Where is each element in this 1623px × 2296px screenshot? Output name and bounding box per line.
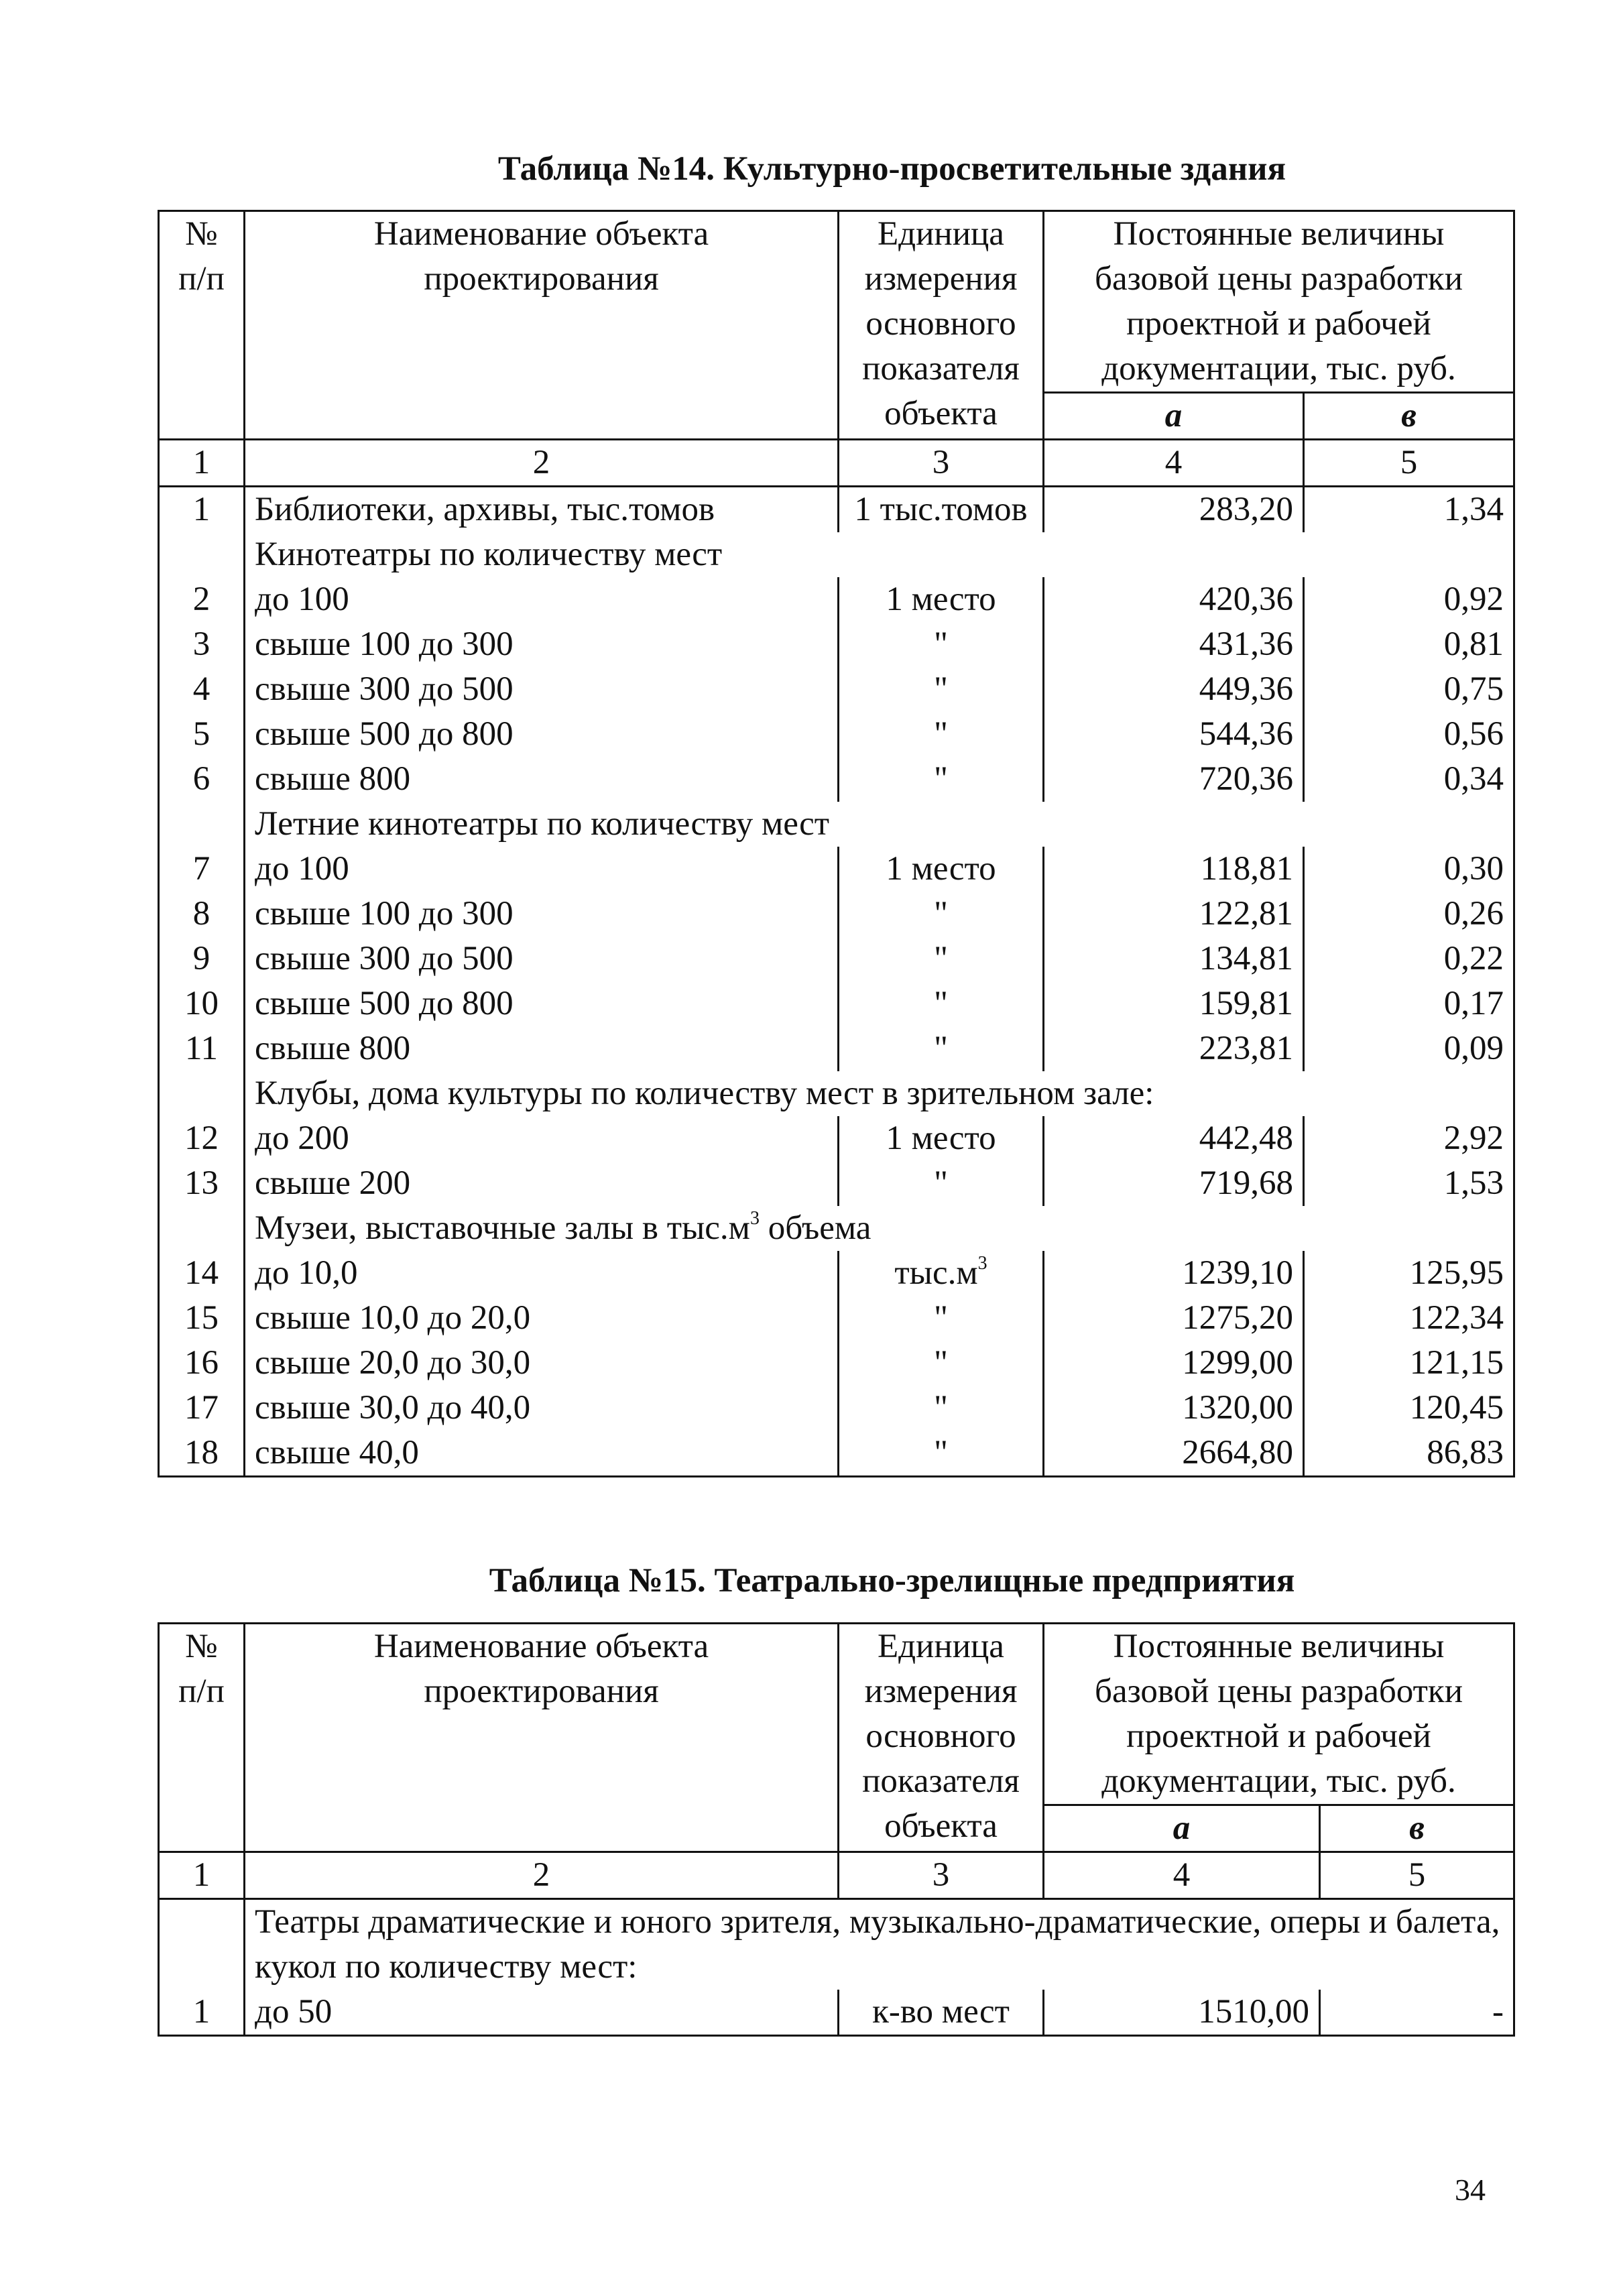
row-value-a: 449,36 <box>1044 667 1304 712</box>
table-row <box>159 1161 1514 1206</box>
header-b: в <box>1304 393 1514 440</box>
row-name: до 10,0 <box>245 1251 839 1296</box>
col-number: 2 <box>245 1852 839 1899</box>
row-value-b: 86,83 <box>1304 1431 1514 1477</box>
table-row <box>159 1296 1514 1341</box>
row-unit: 1 тыс.томов <box>839 487 1044 533</box>
group-text: Театры драматические и юного зрителя, музыкально-драматические, оперы и балета, кукол по количеству мест: <box>255 1903 1500 1986</box>
row-unit: " <box>839 1026 1044 1071</box>
group-label: Кинотеатры по количеству мест <box>245 532 1514 577</box>
row-name: свыше 100 до 300 <box>245 622 839 667</box>
row-value-b: 1,53 <box>1304 1161 1514 1206</box>
row-name: свыше 10,0 до 20,0 <box>245 1296 839 1341</box>
header-name: Наименование объекта проектирования <box>245 211 839 440</box>
row-value-a: 420,36 <box>1044 577 1304 622</box>
table-row <box>159 1026 1514 1071</box>
row-value-b: 120,45 <box>1304 1386 1514 1431</box>
row-value-b: 0,75 <box>1304 667 1514 712</box>
page-number: 34 <box>1455 2173 1486 2207</box>
row-value-a: 1510,00 <box>1044 1990 1320 2036</box>
row-number: 12 <box>159 1116 245 1161</box>
header-const: Постоянные величины базовой цены разработки проектной и рабочей документации, тыс. руб. <box>1044 211 1514 393</box>
row-number: 13 <box>159 1161 245 1206</box>
col-number: 1 <box>159 1852 245 1899</box>
row-name: свыше 30,0 до 40,0 <box>245 1386 839 1431</box>
row-unit: " <box>839 936 1044 981</box>
table-row <box>159 1341 1514 1386</box>
group-row <box>159 1206 1514 1251</box>
table-row <box>159 487 1514 533</box>
row-unit: $тыс.м^3$ <box>839 1251 1044 1296</box>
col-number: 5 <box>1304 440 1514 487</box>
group-row <box>159 1071 1514 1116</box>
table-row <box>159 847 1514 892</box>
table-15-body <box>159 1990 1514 2036</box>
row-value-a: 118,81 <box>1044 847 1304 892</box>
row-value-b: 0,22 <box>1304 936 1514 981</box>
row-name: свыше 20,0 до 30,0 <box>245 1341 839 1386</box>
row-name: до 200 <box>245 1116 839 1161</box>
row-value-a: 1299,00 <box>1044 1341 1304 1386</box>
header-num: № п/п <box>159 1624 245 1852</box>
row-unit: 1 место <box>839 577 1044 622</box>
header-b: в <box>1320 1805 1514 1852</box>
row-name: до 100 <box>245 847 839 892</box>
row-name: свыше 40,0 <box>245 1431 839 1477</box>
row-value-a: 2664,80 <box>1044 1431 1304 1477</box>
column-numbers-row <box>159 440 1514 487</box>
row-name: свыше 100 до 300 <box>245 892 839 936</box>
row-name: свыше 500 до 800 <box>245 981 839 1026</box>
group-label: Клубы, дома культуры по количеству мест в зрительном зале: <box>245 1071 1514 1116</box>
column-numbers-row <box>159 1852 1514 1899</box>
row-unit: " <box>839 1161 1044 1206</box>
row-value-b: 0,92 <box>1304 577 1514 622</box>
row-value-b: 0,56 <box>1304 712 1514 757</box>
row-value-b: - <box>1320 1990 1514 2036</box>
header-name: Наименование объекта проектирования <box>245 1624 839 1852</box>
row-name: свыше 500 до 800 <box>245 712 839 757</box>
row-number: 5 <box>159 712 245 757</box>
row-unit: " <box>839 1386 1044 1431</box>
header-a: а <box>1044 393 1304 440</box>
header-unit: Единица измерения основного показателя объекта <box>839 1624 1044 1852</box>
row-unit: " <box>839 712 1044 757</box>
table-row <box>159 892 1514 936</box>
row-value-a: 134,81 <box>1044 936 1304 981</box>
row-value-b: 0,30 <box>1304 847 1514 892</box>
row-unit: к-во мест <box>839 1990 1044 2036</box>
table-row <box>159 981 1514 1026</box>
row-unit: " <box>839 757 1044 802</box>
table-15-title: Таблица №15. Театрально-зрелищные предприятия <box>489 1562 1295 1599</box>
row-number: 17 <box>159 1386 245 1431</box>
row-value-b: 122,34 <box>1304 1296 1514 1341</box>
row-name: свыше 800 <box>245 1026 839 1071</box>
group-label: Музеи, выставочные залы в $тыс.м^3$ объема <box>245 1206 1514 1251</box>
row-number: 1 <box>159 487 245 533</box>
table-row <box>159 577 1514 622</box>
col-number: 1 <box>159 440 245 487</box>
row-value-b: 125,95 <box>1304 1251 1514 1296</box>
col-number: 3 <box>839 440 1044 487</box>
row-value-a: 720,36 <box>1044 757 1304 802</box>
row-value-b: 0,34 <box>1304 757 1514 802</box>
table-row <box>159 1990 1514 2036</box>
table-row <box>159 1251 1514 1296</box>
row-unit: " <box>839 892 1044 936</box>
table-14-body <box>159 487 1514 1477</box>
row-value-a: 223,81 <box>1044 1026 1304 1071</box>
row-value-a: 1239,10 <box>1044 1251 1304 1296</box>
row-value-b: 0,09 <box>1304 1026 1514 1071</box>
row-unit: " <box>839 1341 1044 1386</box>
col-number: 3 <box>839 1852 1044 1899</box>
row-value-b: 2,92 <box>1304 1116 1514 1161</box>
header-a: а <box>1044 1805 1320 1852</box>
row-number: 7 <box>159 847 245 892</box>
row-name: свыше 200 <box>245 1161 839 1206</box>
col-number: 5 <box>1320 1852 1514 1899</box>
row-value-a: 159,81 <box>1044 981 1304 1026</box>
row-number: 10 <box>159 981 245 1026</box>
row-number: 18 <box>159 1431 245 1477</box>
table-15 <box>158 1622 1515 2037</box>
row-name: Библиотеки, архивы, тыс.томов <box>245 487 839 533</box>
row-number: 4 <box>159 667 245 712</box>
row-value-b: 0,17 <box>1304 981 1514 1026</box>
col-number: 4 <box>1044 1852 1320 1899</box>
row-name: свыше 800 <box>245 757 839 802</box>
group-label: Летние кинотеатры по количеству мест <box>245 802 1514 847</box>
table-row <box>159 936 1514 981</box>
row-value-a: 442,48 <box>1044 1116 1304 1161</box>
row-number: 9 <box>159 936 245 981</box>
table-row <box>159 1116 1514 1161</box>
row-value-b: 1,34 <box>1304 487 1514 533</box>
row-unit: " <box>839 1296 1044 1341</box>
table-row <box>159 1386 1514 1431</box>
header-num: № п/п <box>159 211 245 440</box>
row-number: 14 <box>159 1251 245 1296</box>
row-number: 16 <box>159 1341 245 1386</box>
row-number: 15 <box>159 1296 245 1341</box>
group-row <box>159 802 1514 847</box>
row-number: 1 <box>159 1990 245 2036</box>
table-14-title: Таблица №14. Культурно-просветительные здания <box>497 150 1286 188</box>
row-value-a: 1275,20 <box>1044 1296 1304 1341</box>
row-number: 6 <box>159 757 245 802</box>
row-value-a: 544,36 <box>1044 712 1304 757</box>
row-value-a: 283,20 <box>1044 487 1304 533</box>
row-value-b: 0,81 <box>1304 622 1514 667</box>
table-14 <box>158 210 1515 1477</box>
row-unit: 1 место <box>839 1116 1044 1161</box>
row-value-a: 431,36 <box>1044 622 1304 667</box>
row-unit: 1 место <box>839 847 1044 892</box>
table-row <box>159 667 1514 712</box>
row-name: свыше 300 до 500 <box>245 936 839 981</box>
group-row <box>159 532 1514 577</box>
row-value-b: 121,15 <box>1304 1341 1514 1386</box>
table-row <box>159 622 1514 667</box>
row-value-a: 719,68 <box>1044 1161 1304 1206</box>
row-number: 3 <box>159 622 245 667</box>
header-unit: Единица измерения основного показателя объекта <box>839 211 1044 440</box>
header-const: Постоянные величины базовой цены разработки проектной и рабочей документации, тыс. руб. <box>1044 1624 1514 1805</box>
row-number: 2 <box>159 577 245 622</box>
table-row <box>159 757 1514 802</box>
row-value-a: 122,81 <box>1044 892 1304 936</box>
row-unit: " <box>839 1431 1044 1477</box>
row-number: 11 <box>159 1026 245 1071</box>
row-value-b: 0,26 <box>1304 892 1514 936</box>
row-name: свыше 300 до 500 <box>245 667 839 712</box>
row-value-a: 1320,00 <box>1044 1386 1304 1431</box>
table-row <box>159 1431 1514 1477</box>
row-name: до 100 <box>245 577 839 622</box>
row-unit: " <box>839 981 1044 1026</box>
col-number: 2 <box>245 440 839 487</box>
row-number: 8 <box>159 892 245 936</box>
col-number: 4 <box>1044 440 1304 487</box>
row-name: до 50 <box>245 1990 839 2036</box>
row-unit: " <box>839 622 1044 667</box>
row-unit: " <box>839 667 1044 712</box>
group-label <box>245 1899 1514 1990</box>
group-row <box>159 1899 1514 1990</box>
table-row <box>159 712 1514 757</box>
